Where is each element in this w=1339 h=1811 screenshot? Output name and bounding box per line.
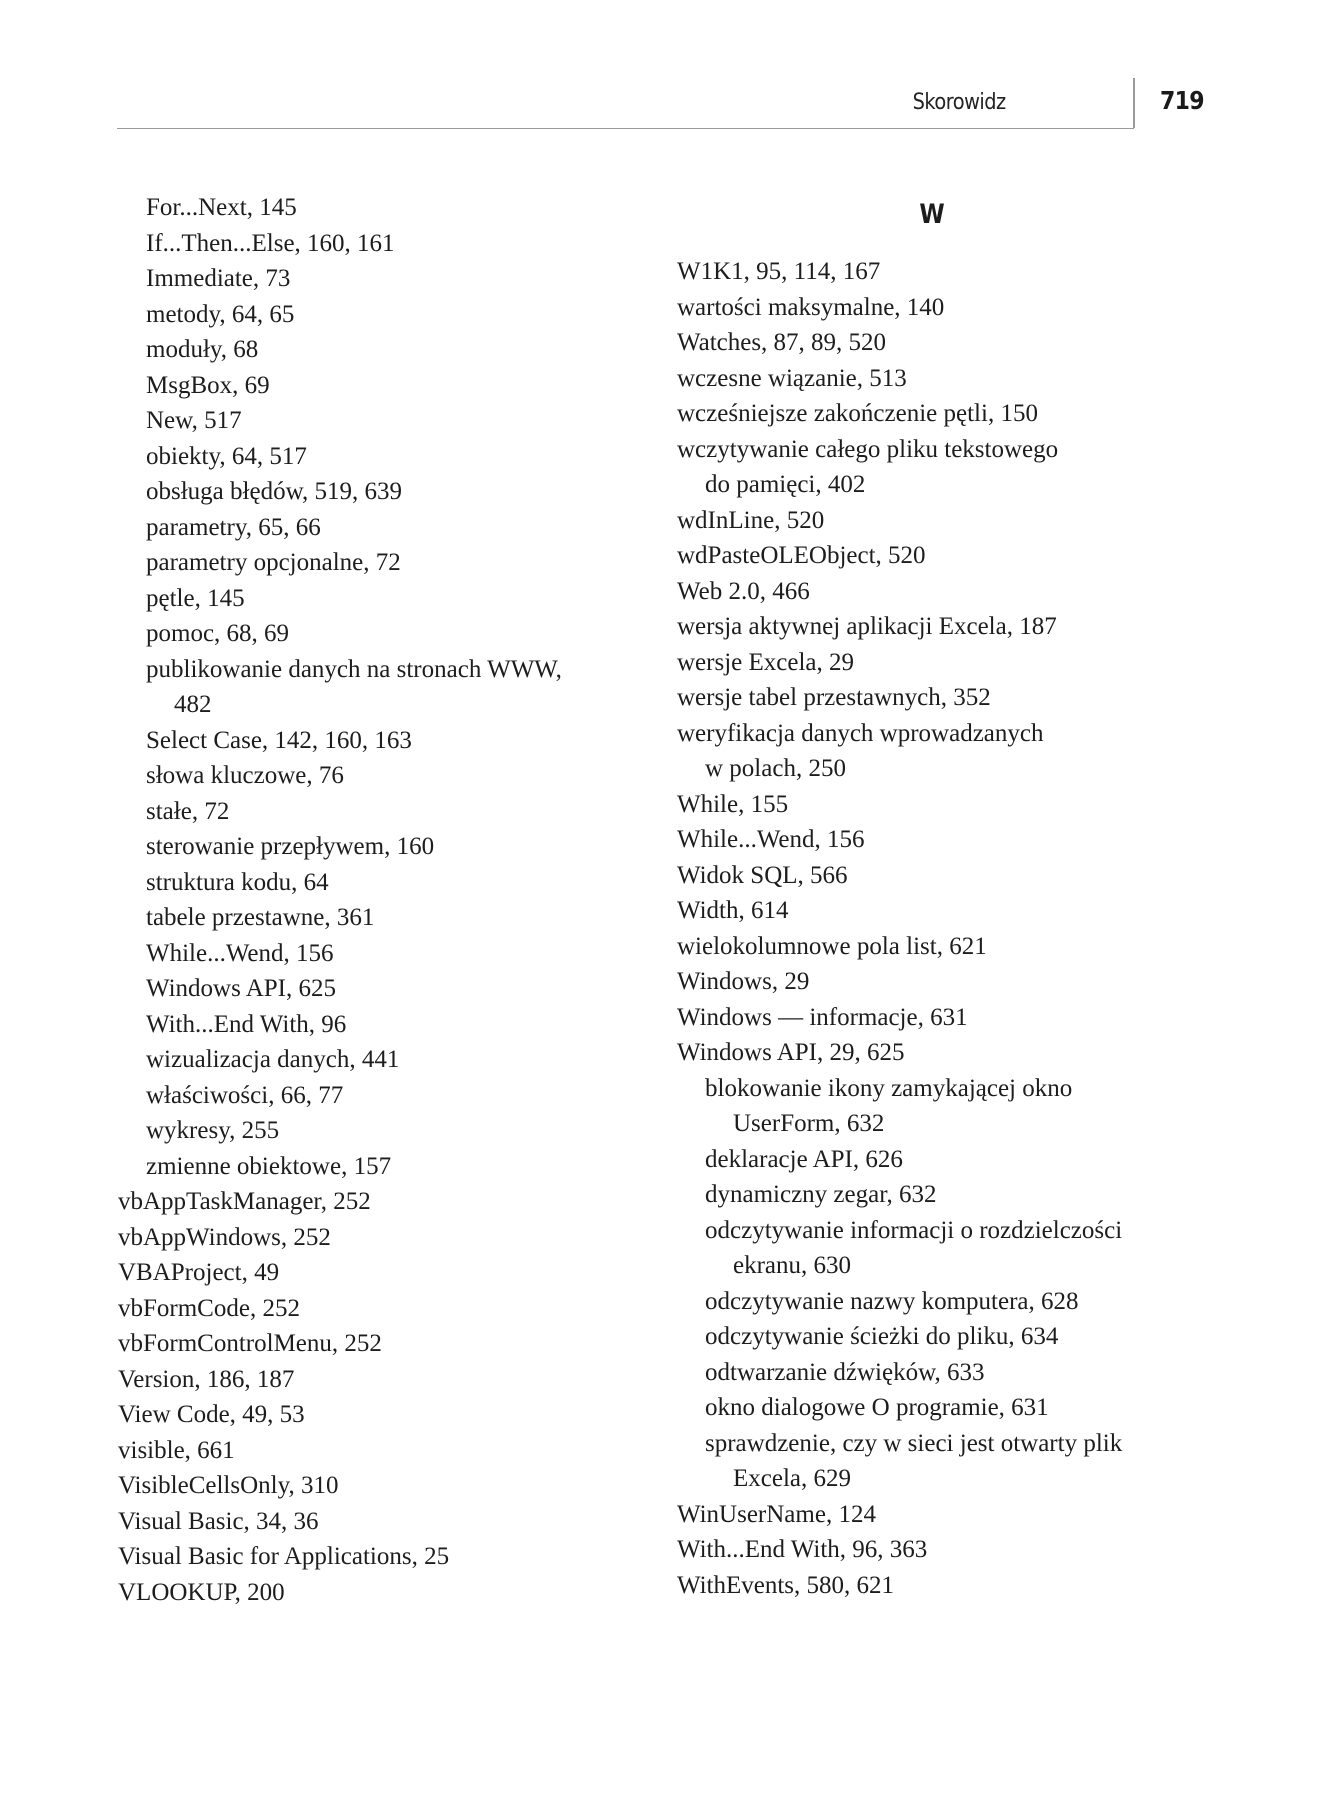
index-entry: vbAppWindows, 252 [118,1223,331,1251]
page-number: 719 [1160,86,1204,115]
index-entry: With...End With, 96, 363 [677,1536,928,1563]
index-entry: vbFormCode, 252 [118,1294,300,1322]
index-entry: VBAProject, 49 [118,1259,280,1286]
index-entry: View Code, 49, 53 [118,1401,305,1428]
index-subentry: sprawdzenie, czy w sieci jest otwarty plik [705,1429,1123,1457]
index-subentry: For...Next, 145 [146,194,297,221]
index-entry: Version, 186, 187 [118,1365,295,1393]
index-subentry: okno dialogowe O programie, 631 [705,1394,1049,1421]
index-subentry: Select Case, 142, 160, 163 [146,726,412,754]
section-title: Skorowidz [913,90,1006,115]
index-entry: wdPasteOLEObject, 520 [677,542,926,569]
index-entry: wersje tabel przestawnych, 352 [677,684,991,711]
index-subentry: pętle, 145 [146,584,245,612]
index-entry: While, 155 [677,790,789,818]
index-subentry: odtwarzanie dźwięków, 633 [705,1358,985,1386]
index-subentry: obiekty, 64, 517 [146,442,307,470]
index-subentry: odczytywanie nazwy komputera, 628 [705,1287,1079,1315]
index-subentry: Windows API, 625 [146,975,336,1002]
index-subentry: parametry, 65, 66 [146,513,321,541]
index-subentry: While...Wend, 156 [146,939,334,967]
index-subentry: dynamiczny zegar, 632 [705,1181,937,1208]
index-entry: wczytywanie całego pliku tekstowego [677,435,1059,463]
index-entry: Widok SQL, 566 [677,861,848,889]
index-entry: Windows, 29 [677,968,810,995]
index-entry: WithEvents, 580, 621 [677,1571,895,1599]
index-subentry: do pamięci, 402 [705,471,866,498]
index-subentry: With...End With, 96 [146,1010,347,1038]
index-entry: Windows — informacje, 631 [677,1003,968,1031]
index-column-left [118,190,658,1610]
index-entry: Width, 614 [677,897,789,924]
index-entry: weryfikacja danych wprowadzanych [677,719,1044,747]
index-entry: wdInLine, 520 [677,506,825,534]
index-subentry: MsgBox, 69 [146,371,270,399]
index-entry-continuation: Excela, 629 [733,1465,852,1492]
index-subentry: właściwości, 66, 77 [146,1081,344,1109]
index-entry: Visual Basic for Applications, 25 [118,1543,450,1570]
index-entry: wartości maksymalne, 140 [677,293,945,321]
index-subentry: deklaracje API, 626 [705,1145,903,1173]
index-subentry: parametry opcjonalne, 72 [146,549,401,576]
index-entry: wczesne wiązanie, 513 [677,364,907,392]
index-subentry: zmienne obiektowe, 157 [146,1152,392,1180]
index-entry: Windows API, 29, 625 [677,1039,905,1066]
index-subentry: odczytywanie informacji o rozdzielczości [705,1216,1123,1244]
index-entry-continuation: ekranu, 630 [733,1252,852,1279]
index-entry: vbAppTaskManager, 252 [118,1188,371,1215]
index-entry: wersja aktywnej aplikacji Excela, 187 [677,613,1057,640]
index-subentry: metody, 64, 65 [146,300,295,328]
index-entry: visible, 661 [118,1436,235,1464]
index-entry-continuation: UserForm, 632 [733,1110,885,1137]
index-subentry: New, 517 [146,407,242,434]
index-entry: wielokolumnowe pola list, 621 [677,932,987,960]
index-subentry: słowa kluczowe, 76 [146,762,344,789]
index-subentry: Immediate, 73 [146,265,291,292]
index-column-right [677,190,1197,1603]
index-subentry: blokowanie ikony zamykającej okno [705,1074,1073,1102]
index-subentry: wykresy, 255 [146,1117,280,1144]
index-subentry: sterowanie przepływem, 160 [146,833,435,860]
index-entry: While...Wend, 156 [677,826,865,853]
index-entry: Visual Basic, 34, 36 [118,1507,319,1535]
index-subentry: tabele przestawne, 361 [146,904,375,931]
index-subentry: w polach, 250 [705,755,846,782]
index-subentry: odczytywanie ścieżki do pliku, 634 [705,1323,1059,1350]
running-header [117,78,1134,129]
index-subentry: publikowanie danych na stronach WWW, [146,655,562,683]
header-divider [1133,78,1135,128]
index-entry: Watches, 87, 89, 520 [677,329,887,356]
index-subentry: pomoc, 68, 69 [146,620,290,647]
index-entry: Web 2.0, 466 [677,577,810,605]
index-entry: VLOOKUP, 200 [118,1578,285,1606]
index-subentry: If...Then...Else, 160, 161 [146,229,395,257]
index-entry: VisibleCellsOnly, 310 [118,1472,339,1499]
index-subentry: struktura kodu, 64 [146,868,329,896]
index-entry: wcześniejsze zakończenie pętli, 150 [677,400,1038,427]
index-entry: W1K1, 95, 114, 167 [677,258,881,285]
index-entry-continuation: 482 [174,691,212,718]
index-subentry: wizualizacja danych, 441 [146,1046,400,1073]
index-subentry: stałe, 72 [146,797,230,825]
index-subentry: moduły, 68 [146,336,259,363]
letter-heading: W [919,199,945,230]
index-subentry: obsługa błędów, 519, 639 [146,478,402,505]
index-entry: wersje Excela, 29 [677,648,855,676]
index-entry: WinUserName, 124 [677,1500,876,1528]
index-entry: vbFormControlMenu, 252 [118,1330,382,1357]
